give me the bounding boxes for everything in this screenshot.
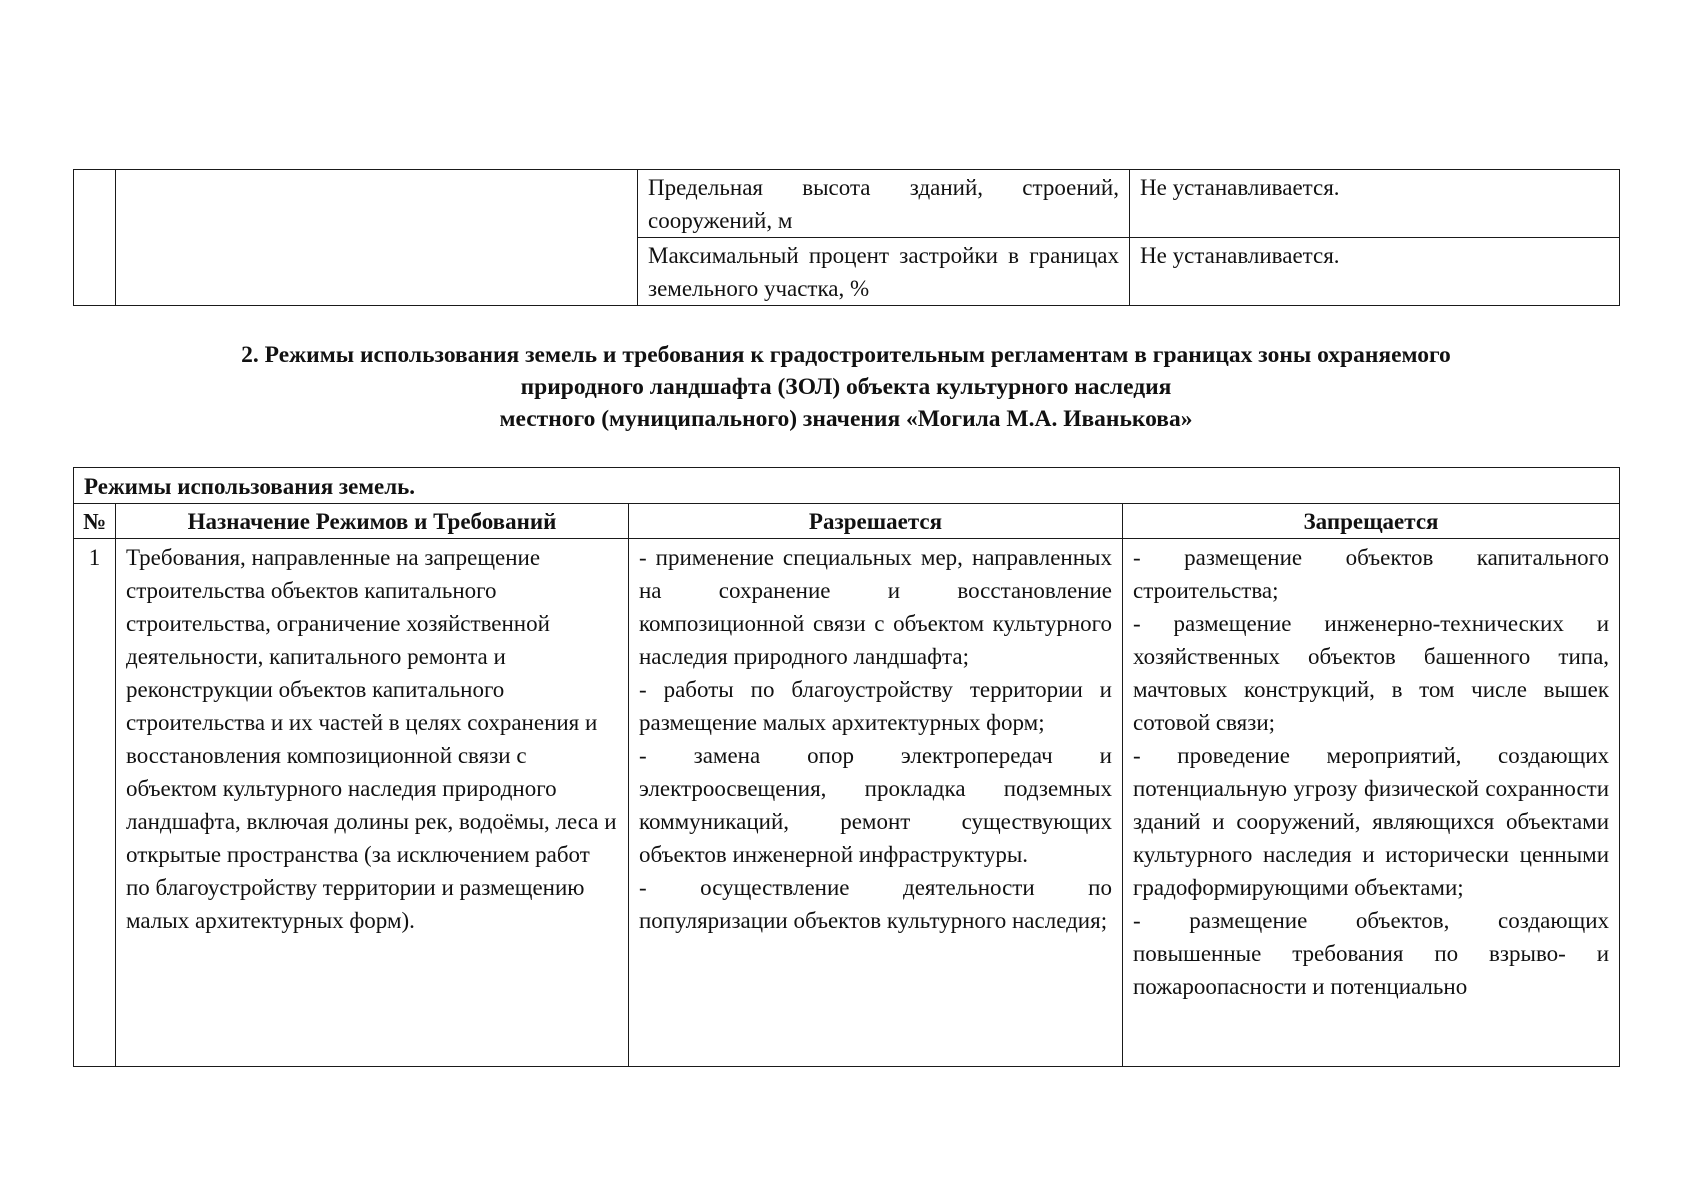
- header-forbidden: Запрещается: [1123, 504, 1620, 539]
- heading-line: местного (муниципального) значения «Могила М.А. Иванькова»: [499, 406, 1193, 432]
- forbidden-cell: [1123, 539, 1620, 1067]
- list-item: - размещение объектов, создающих повышенные требования по взрыво- и пожароопасности и потенциально: [1133, 908, 1610, 999]
- row-number: 1: [74, 539, 116, 1067]
- empty-cell: [116, 170, 638, 306]
- header-num: №: [74, 504, 116, 539]
- table-header-row: [74, 504, 1620, 539]
- land-use-table: [73, 467, 1620, 1067]
- list-item: - размещение объектов капитального строительства;: [1133, 545, 1610, 603]
- list-item: - применение специальных мер, направленных на сохранение и восстановление композиционной связи с объектом культурного наследия природного ландшафта;: [639, 545, 1112, 669]
- header-allowed: Разрешается: [629, 504, 1123, 539]
- list-item: - замена опор электропередач и электроосвещения, прокладка подземных коммуникаций, ремонт существующих объектов инженерной инфраструктуры.: [639, 743, 1112, 867]
- table-row: [74, 170, 1620, 238]
- list-item: - проведение мероприятий, создающих потенциальную угрозу физической сохранности зданий и сооружений, являющихся объектами культурного наследия и исторически ценными градоформирующими объектами;: [1133, 743, 1610, 900]
- heading-line: природного ландшафта (ЗОЛ) объекта культурного наследия: [520, 374, 1172, 400]
- table-caption-row: [74, 468, 1620, 504]
- param-cell: Максимальный процент застройки в границах земельного участка, %: [638, 238, 1130, 306]
- list-item: - работы по благоустройству территории и размещение малых архитектурных форм;: [639, 677, 1112, 735]
- heading-line: 2. Режимы использования земель и требования к градостроительным регламентам в границах зоны охраняемого: [241, 342, 1451, 368]
- header-purpose: Назначение Режимов и Требований: [116, 504, 629, 539]
- list-item: - размещение инженерно-технических и хозяйственных объектов башенного типа, мачтовых конструкций, в том числе вышек сотовой связи;: [1133, 611, 1610, 735]
- purpose-cell: Требования, направленные на запрещение строительства объектов капитального строительства, ограничение хозяйственной деятельности, капитального ремонта и реконструкции объектов капитального строительства и их частей в целях сохранения и восстановления композиционной связи с объектом культурного наследия природного ландшафта, включая долины рек, водоёмы, леса и открытые пространства (за исключением работ по благоустройству территории и размещению малых архитектурных форм).: [116, 539, 629, 1067]
- list-item: - осуществление деятельности по популяризации объектов культурного наследия;: [639, 875, 1112, 933]
- empty-cell: [74, 170, 116, 306]
- allowed-cell: [629, 539, 1123, 1067]
- value-cell: Не устанавливается.: [1130, 170, 1620, 238]
- top-table: [73, 169, 1620, 306]
- param-cell: Предельная высота зданий, строений, сооружений, м: [638, 170, 1130, 238]
- section-heading: [73, 339, 1619, 435]
- table-caption: Режимы использования земель.: [74, 468, 1620, 504]
- value-cell: Не устанавливается.: [1130, 238, 1620, 306]
- table-row: [74, 539, 1620, 1067]
